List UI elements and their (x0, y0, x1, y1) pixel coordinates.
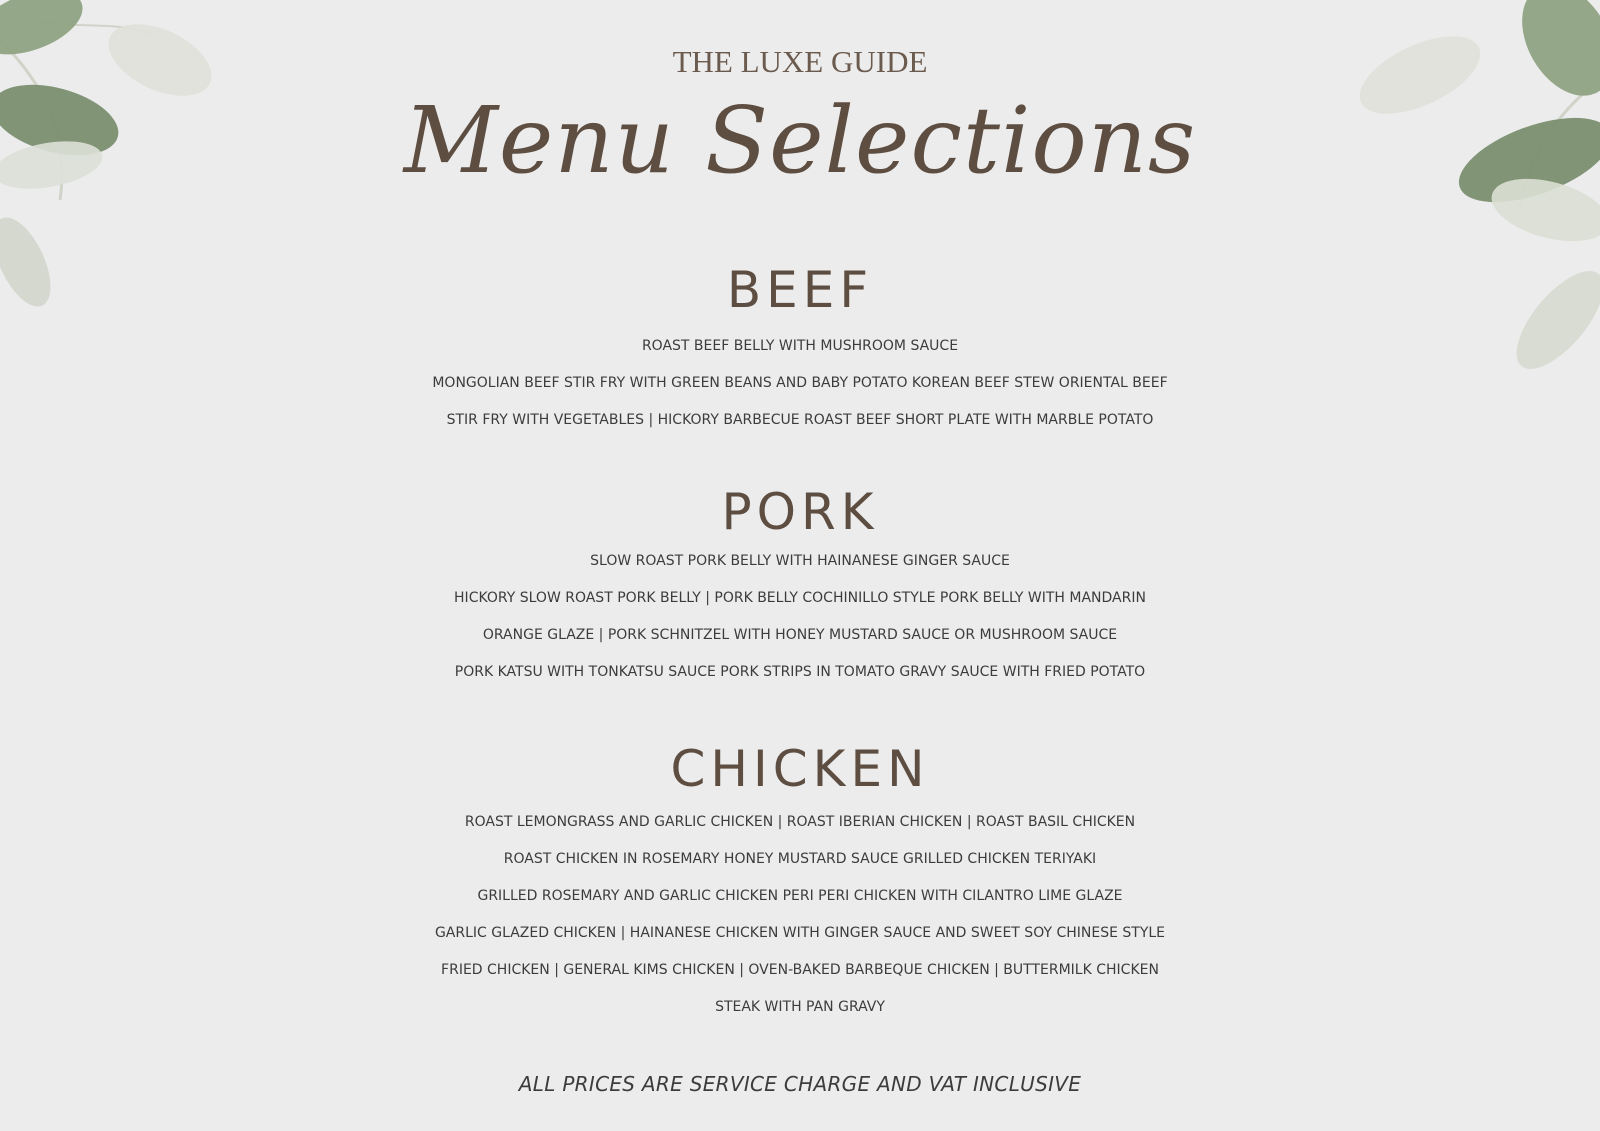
footer-note: ALL PRICES ARE SERVICE CHARGE AND VAT INCLUSIVE (518, 1072, 1082, 1096)
menu-item-line: ORANGE GLAZE | PORK SCHNITZEL WITH HONEY MUSTARD SAUCE OR MUSHROOM SAUCE (482, 627, 1118, 643)
section-heading-beef: BEEF (726, 261, 874, 319)
menu-item-line: ROAST BEEF BELLY WITH MUSHROOM SAUCE (641, 338, 959, 354)
menu-item-line: PORK KATSU WITH TONKATSU SAUCE PORK STRIPS IN TOMATO GRAVY SAUCE WITH FRIED POTATO (454, 664, 1146, 680)
section-heading-chicken: CHICKEN (670, 740, 930, 798)
menu-item-line: GARLIC GLAZED CHICKEN | HAINANESE CHICKEN WITH GINGER SAUCE AND SWEET SOY CHINESE STYLE (434, 925, 1166, 941)
menu-item-line: GRILLED ROSEMARY AND GARLIC CHICKEN PERI PERI CHICKEN WITH CILANTRO LIME GLAZE (477, 888, 1123, 904)
page-title: Menu Selections (403, 87, 1197, 194)
menu-item-line: STIR FRY WITH VEGETABLES | HICKORY BARBECUE ROAST BEEF SHORT PLATE WITH MARBLE POTATO (446, 412, 1154, 428)
menu-item-line: STEAK WITH PAN GRAVY (715, 999, 885, 1015)
menu-item-line: SLOW ROAST PORK BELLY WITH HAINANESE GINGER SAUCE (590, 553, 1010, 569)
menu-item-line: ROAST LEMONGRASS AND GARLIC CHICKEN | ROAST IBERIAN CHICKEN | ROAST BASIL CHICKEN (464, 814, 1136, 830)
brand-name: THE LUXE GUIDE (672, 44, 928, 79)
menu-item-line: HICKORY SLOW ROAST PORK BELLY | PORK BELLY COCHINILLO STYLE PORK BELLY WITH MANDARIN (454, 590, 1146, 606)
section-heading-pork: PORK (721, 483, 879, 541)
menu-item-line: FRIED CHICKEN | GENERAL KIMS CHICKEN | OVEN-BAKED BARBEQUE CHICKEN | BUTTERMILK CHICKEN (441, 962, 1159, 978)
section-items-beef (0, 328, 1600, 439)
section-items-chicken (0, 804, 1600, 1026)
menu-item-line: MONGOLIAN BEEF STIR FRY WITH GREEN BEANS AND BABY POTATO KOREAN BEEF STEW ORIENTAL BEEF (432, 375, 1168, 391)
section-items-pork (0, 543, 1600, 691)
menu-item-line: ROAST CHICKEN IN ROSEMARY HONEY MUSTARD SAUCE GRILLED CHICKEN TERIYAKI (503, 851, 1097, 867)
